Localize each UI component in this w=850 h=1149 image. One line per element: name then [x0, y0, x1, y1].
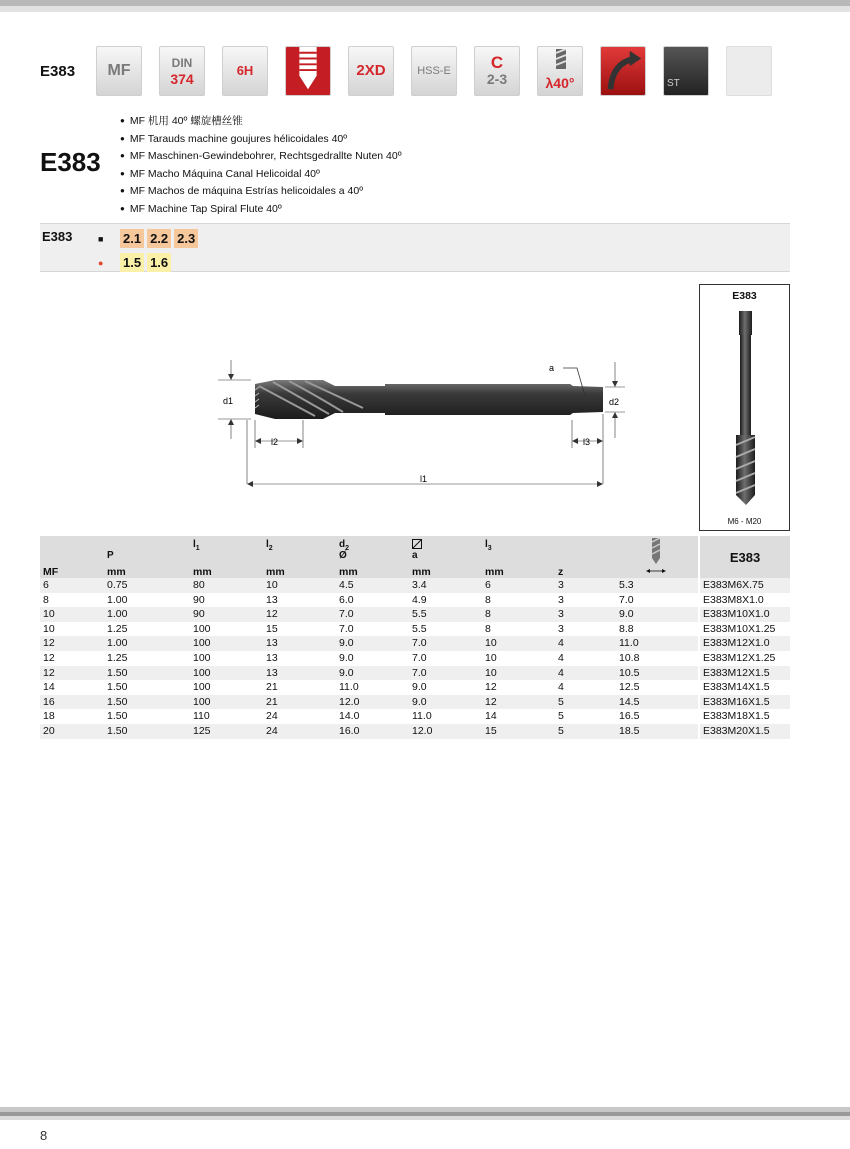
table-cell: 12.0: [336, 695, 409, 710]
table-cell: 12.0: [409, 724, 482, 739]
table-cell: 11.0: [339, 681, 359, 694]
table-cell: 8.8: [619, 622, 634, 635]
specification-table-body: [40, 578, 790, 739]
table-cell: E383M14X1.5: [699, 680, 790, 695]
table-cell: 0.75: [104, 578, 190, 593]
table-cell: 24: [266, 710, 278, 723]
table-cell: 110: [193, 710, 210, 723]
table-cell: 10.5: [616, 666, 699, 681]
din-icon-text: DIN: [171, 56, 193, 70]
table-cell: 13: [263, 636, 336, 651]
table-cell: 12: [482, 695, 555, 710]
table-cell: 12: [40, 666, 104, 681]
square-drive-icon: [412, 539, 422, 549]
table-cell: 8: [43, 593, 49, 606]
tolerance-icon: [222, 46, 268, 96]
tap-panel-code: E383: [732, 290, 757, 302]
description-en: ● MF Machine Tap Spiral Flute 40º: [120, 201, 402, 219]
table-cell: 9.0: [409, 695, 482, 710]
chamfer-icon-range: 2-3: [486, 71, 508, 87]
table-cell: 14: [43, 681, 55, 694]
din-number-text: 374: [170, 71, 194, 87]
mf-icon: [96, 46, 142, 96]
table-cell: 18: [43, 710, 55, 723]
helix-tap-graphic: [552, 49, 570, 69]
table-cell: 10: [263, 578, 336, 593]
length-icon: [348, 46, 394, 96]
table-cell: E383M16X1.5: [699, 695, 790, 710]
table-cell: 100: [190, 636, 263, 651]
table-row: [40, 578, 790, 593]
table-row: [40, 622, 790, 637]
helix-angle-icon: [537, 46, 583, 96]
label-d1: d1: [223, 396, 234, 406]
table-cell: E383M10X1.0: [699, 607, 790, 622]
table-cell: 10.8: [619, 651, 640, 664]
table-cell: 16.0: [336, 724, 409, 739]
din-icon: [159, 46, 205, 96]
table-cell: 15: [266, 622, 278, 635]
table-cell: 16: [40, 695, 104, 710]
table-cell: 13: [263, 666, 336, 681]
tap-preview-panel: [699, 284, 790, 531]
description-de: ● MF Maschinen-Gewindebohrer, Rechtsgedrallte Nuten 40º: [120, 148, 402, 166]
header-a: a mm: [409, 536, 482, 578]
table-cell: 5.5: [412, 622, 427, 635]
table-cell: 5.3: [616, 578, 699, 593]
label-d2: d2: [609, 397, 620, 407]
description-es-2: ● MF Machos de máquina Estrías helicoidales a 40º: [120, 183, 402, 201]
header-l2: $l_2$ mm: [263, 536, 336, 578]
table-row: [40, 724, 790, 739]
table-cell: 20: [40, 724, 104, 739]
table-row: [40, 709, 790, 724]
description-fr: ● MF Tarauds machine goujures hélicoidales 40º: [120, 131, 402, 149]
tap-profile-icon-graphic: [285, 47, 331, 95]
table-cell: 4.5: [336, 578, 409, 593]
table-cell: 1.50: [107, 681, 128, 694]
table-header-row: [40, 536, 790, 578]
header-l1: $l_1$ mm: [190, 536, 263, 578]
table-cell: 13: [266, 651, 278, 664]
table-cell: 16.5: [619, 710, 640, 723]
description-zh: ● MF 机用 40º 螺旋槽丝锥: [120, 113, 402, 131]
helix-angle-text: λ40°: [545, 75, 575, 91]
tap-profile-icon: [285, 46, 331, 96]
vertical-tap-graphic: [700, 285, 791, 532]
table-cell: 24: [263, 724, 336, 739]
material-ref-code: E383: [42, 229, 73, 244]
table-cell: 3: [555, 578, 616, 593]
table-cell: 3: [558, 593, 564, 606]
table-cell: E383M18X1.5: [699, 709, 790, 724]
table-row: [40, 695, 790, 710]
tap-size-range: M6 - M20: [727, 517, 762, 526]
table-cell: 12: [485, 681, 497, 694]
table-cell: 9.0: [616, 607, 699, 622]
material-ref-row-2: [98, 253, 174, 272]
table-row: [40, 636, 790, 651]
table-cell: 7.0: [409, 666, 482, 681]
header-mf: MF: [40, 536, 104, 578]
table-cell: 5: [555, 724, 616, 739]
table-cell: 9.0: [336, 636, 409, 651]
table-cell: 7.0: [409, 636, 482, 651]
table-cell: 4: [558, 651, 564, 664]
table-cell: E383M12X1.5: [699, 666, 790, 681]
table-cell: 1.00: [104, 636, 190, 651]
table-cell: 14: [485, 710, 497, 723]
table-cell: 14.5: [616, 695, 699, 710]
header-d2: $d_2$ Ø mm: [336, 536, 409, 578]
table-cell: 3.4: [409, 578, 482, 593]
label-a: a: [549, 363, 555, 373]
material-chip: 2.3: [174, 229, 198, 248]
header-drill: [616, 536, 699, 578]
table-cell: E383M6X.75: [699, 578, 790, 593]
table-cell: 8: [485, 593, 491, 606]
table-cell: 14.0: [339, 710, 360, 723]
label-l1: l1: [420, 474, 428, 484]
table-cell: 5: [555, 695, 616, 710]
table-cell: 1.00: [107, 593, 128, 606]
header-code: E383: [699, 536, 790, 578]
page-number: 8: [40, 1128, 48, 1143]
table-cell: 13: [266, 593, 278, 606]
table-cell: 11.0: [412, 710, 432, 723]
coating-icon-text: ST: [667, 78, 680, 89]
table-cell: 21: [263, 695, 336, 710]
table-cell: E383M12X1.0: [699, 636, 790, 651]
material-chip: 2.2: [147, 229, 171, 248]
header-p: P mm: [104, 536, 190, 578]
table-cell: 12: [40, 636, 104, 651]
table-row: [40, 607, 790, 622]
table-cell: 4: [558, 681, 564, 694]
table-cell: E383M8X1.0: [699, 593, 790, 608]
chamfer-icon-letter: C: [490, 53, 504, 72]
table-cell: 4.9: [412, 593, 427, 606]
table-cell: 1.25: [107, 651, 128, 664]
material-reference-box: [40, 223, 790, 272]
length-icon-text: 2XD: [356, 62, 386, 79]
table-cell: 1.50: [107, 710, 128, 723]
dot-marker-icon: ●: [98, 257, 104, 268]
tolerance-icon-text: 6H: [236, 63, 254, 78]
bottom-decorative-bar: [0, 1107, 850, 1120]
mf-icon-text: MF: [107, 62, 131, 79]
material-chip: 1.6: [147, 253, 171, 272]
table-cell: 5.5: [409, 607, 482, 622]
table-cell: 4: [555, 636, 616, 651]
table-cell: 18.5: [616, 724, 699, 739]
feature-icon-row: [40, 46, 789, 96]
description-list: [120, 113, 402, 219]
table-cell: 10: [40, 607, 104, 622]
header-l3: $l_3$ mm: [482, 536, 555, 578]
header-z: z: [555, 536, 616, 578]
drill-diameter-icon: [644, 538, 668, 576]
table-cell: 11.0: [616, 636, 699, 651]
table-cell: E383M20X1.5: [699, 724, 790, 739]
table-row: [40, 651, 790, 666]
table-cell: 12.5: [619, 681, 640, 694]
table-cell: 9.0: [412, 681, 427, 694]
table-cell: 9.0: [339, 651, 354, 664]
description-es: ● MF Macho Máquina Canal Helicoidal 40º: [120, 166, 402, 184]
table-cell: 3: [558, 622, 564, 635]
table-cell: 10: [485, 651, 497, 664]
table-cell: 8: [482, 607, 555, 622]
table-cell: 7.0: [339, 622, 354, 635]
table-cell: 6: [482, 578, 555, 593]
table-cell: 1.50: [104, 724, 190, 739]
table-cell: E383M12X1.25: [699, 651, 790, 666]
table-cell: 12: [263, 607, 336, 622]
coating-icon: [663, 46, 709, 96]
table-cell: 7.0: [619, 593, 634, 606]
rotation-arrow-graphic: [600, 47, 646, 95]
table-cell: E383M10X1.25: [699, 622, 790, 637]
table-cell: 5: [558, 710, 564, 723]
blank-icon: [726, 46, 772, 96]
table-cell: 90: [190, 607, 263, 622]
material-chip: 2.1: [120, 229, 144, 248]
table-cell: 12: [43, 651, 55, 664]
label-l2: l2: [271, 437, 279, 447]
table-row: [40, 666, 790, 681]
chamfer-icon: [474, 46, 520, 96]
label-l3: l3: [583, 437, 591, 447]
material-icon: [411, 46, 457, 96]
table-cell: 100: [190, 666, 263, 681]
table-cell: 10: [482, 666, 555, 681]
specification-table: [40, 536, 790, 739]
material-icon-text: HSS-E: [417, 65, 451, 77]
table-cell: 100: [193, 651, 211, 664]
table-cell: 3: [555, 607, 616, 622]
table-cell: 21: [266, 681, 278, 694]
table-cell: 100: [190, 695, 263, 710]
product-code-label: E383: [40, 62, 76, 80]
table-cell: 80: [190, 578, 263, 593]
table-cell: 90: [193, 593, 205, 606]
table-row: [40, 680, 790, 695]
table-row: [40, 593, 790, 608]
material-chip: 1.5: [120, 253, 144, 272]
table-cell: 100: [193, 681, 211, 694]
table-cell: 1.50: [104, 695, 190, 710]
material-ref-row-1: [98, 229, 201, 248]
product-title: E383: [40, 147, 101, 177]
table-cell: 125: [190, 724, 263, 739]
table-cell: 9.0: [336, 666, 409, 681]
table-cell: 10: [43, 622, 55, 635]
table-cell: 8: [485, 622, 491, 635]
tap-technical-drawing: [215, 350, 635, 495]
table-cell: 6: [40, 578, 104, 593]
top-decorative-bar: [0, 0, 850, 12]
table-cell: 1.50: [104, 666, 190, 681]
table-cell: 4: [555, 666, 616, 681]
table-cell: 100: [193, 622, 211, 635]
square-marker-icon: ■: [98, 233, 104, 244]
table-cell: 10: [482, 636, 555, 651]
table-cell: 6.0: [339, 593, 354, 606]
table-cell: 7.0: [336, 607, 409, 622]
table-cell: 1.25: [107, 622, 128, 635]
table-cell: 15: [482, 724, 555, 739]
table-cell: 7.0: [412, 651, 427, 664]
table-cell: 1.00: [104, 607, 190, 622]
rotation-icon: [600, 46, 646, 96]
